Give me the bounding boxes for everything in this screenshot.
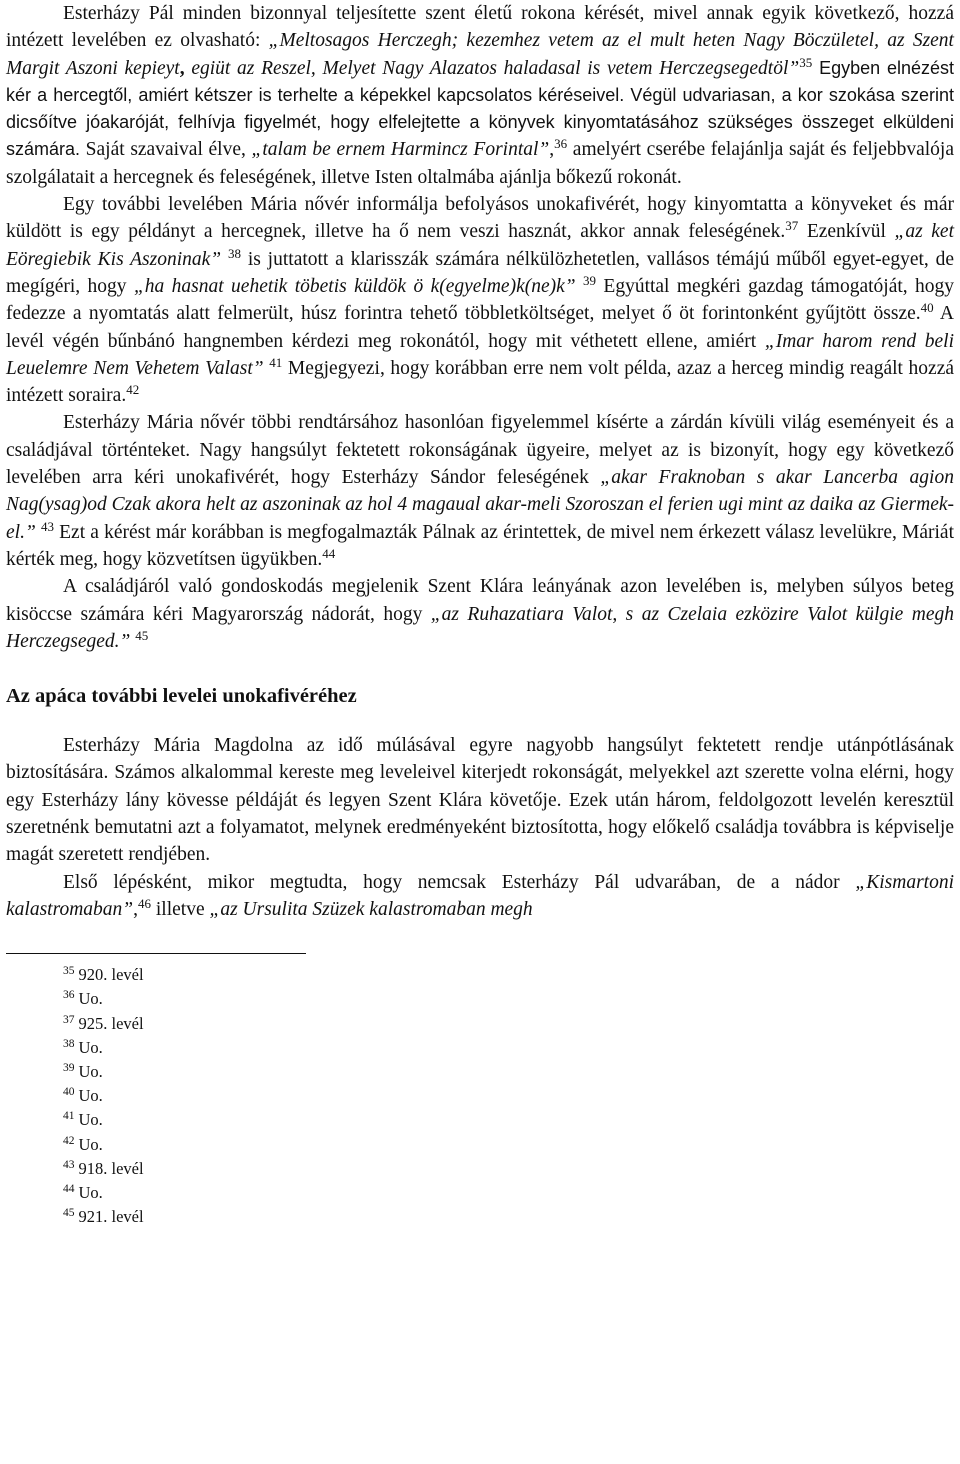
bold-text: , [179, 57, 192, 79]
quoted-text: „az ket Eöregiebik Kis Aszoninak” [6, 221, 954, 270]
footnote-number: 43 [63, 1158, 75, 1171]
footnote [6, 1036, 954, 1060]
body-section-1 [6, 0, 954, 655]
footnote-text: 925. levél [78, 1013, 144, 1033]
footnote-number: 41 [63, 1110, 75, 1123]
footnote-number: 44 [63, 1183, 75, 1196]
footnote-ref: 43 [40, 518, 54, 534]
footnote-ref: 41 [269, 354, 283, 370]
footnote-number: 42 [63, 1134, 75, 1147]
footnote-number: 37 [63, 1013, 75, 1026]
footnote-text: Uo. [78, 989, 103, 1009]
section-heading: Az apáca további levelei unokafivéréhez [6, 685, 357, 708]
footnote-number: 40 [63, 1086, 75, 1099]
text-run: , [549, 139, 555, 161]
footnote-ref: 36 [554, 136, 568, 152]
text-run: Esterházy Mária nővér többi rendtársához hasonlóan figyelemmel kísérte a zárdán kívüli világ eseményeit és a családjával történteket. Nagy hangsúlyt fektetett rokonságának ügyeire, melyet az is bizonyít, hogy egy következő levelében arra kéri unokafivérét, hogy Esterházy Sándor feleségének [6, 412, 954, 489]
quoted-text: „talam be ernem Harmincz Forintal” [251, 139, 550, 161]
quoted-text: „Kismartoni kalastromaban” [6, 871, 954, 920]
text-run: Esterházy Pál minden bizonnyal teljesítette szent életű rokona kérését, mivel annak egyik következő, hozzá intézett levelében ez olvasható: [6, 3, 954, 52]
footnote-ref: 38 [228, 245, 242, 261]
footnote [6, 1157, 954, 1181]
text-run [576, 276, 583, 297]
body-section-2 [6, 732, 954, 923]
footnote-ref: 39 [583, 272, 597, 288]
footnote-text: 921. levél [78, 1207, 144, 1227]
footnote-number: 45 [63, 1207, 75, 1220]
quoted-text: „Imar harom rend beli Leuelemre Nem Vehetem Valast” [6, 330, 954, 379]
footnote [6, 1205, 954, 1229]
text-run: amelyért cserébe felajánlja saját és feljebbvalója szolgálatait a hercegnek és feleségének, illetve Isten oltalmába ajánlja bőkezű rokonát. [6, 139, 955, 188]
text-run: Megjegyezi, hogy korábban erre nem volt példa, azaz a herceg mindig reagált hozzá intézett soraira. [6, 357, 955, 407]
quoted-text: „az Ruhazatiara Valot, s az Czelaia ezközire Valot külgie megh Herczegseged.” [6, 603, 954, 652]
footnote-ref: 40 [920, 300, 934, 316]
footnote [6, 1181, 954, 1205]
quoted-text: egiüt az Reszel, Melyet Nagy Alazatos haladasal is vetem Herczegsegedtöl” [191, 57, 800, 79]
footnote-separator [6, 953, 306, 954]
text-run: Egyben elnézést kér a hercegtől, amiért kétszer is terhelte a képekkel kapcsolatos kéréseivel. Végül udvariasan, a kor szokása szerint dicsőítve jóakaróját, felhívja figyelmét, hogy elfelejtette a könyvek kinyomtatásához szükséges összeget elküldeni számára. [6, 57, 955, 160]
footnote-text: Uo. [78, 1110, 103, 1130]
text-run [221, 249, 228, 270]
footnote-number: 38 [63, 1037, 75, 1050]
quoted-text: „ha hasnat uehetik töbetis küldök ö k(egyelme)k(ne)k” [133, 275, 576, 297]
footnote-text: 920. levél [78, 965, 144, 985]
text-run: , [133, 898, 138, 920]
footnote [6, 987, 954, 1011]
footnote-text: Uo. [78, 1183, 103, 1203]
footnote-ref: 35 [799, 54, 813, 70]
text-run: A levél végén bűnbánó hangnemben kérdezi meg rokonától, hogy mit véthetett ellene, amiért [6, 303, 955, 352]
text-run: Ezenkívül [798, 221, 895, 243]
paragraph [6, 409, 954, 573]
quoted-text: „az Ursulita Szüzek kalastromaban megh [209, 898, 533, 920]
text-run: Ezt a kérést már korábban is megfogalmazták Pálnak az érintettek, de mivel nem érkezett válasz levelükre, Máriát kérték meg, hogy közvetítsen ügyükben. [6, 521, 954, 570]
quoted-text: „Meltosagos Herczegh; kezemhez vetem az el mult heten Nagy Böczületel, az Szent Margit Aszoni kepieyt [6, 30, 954, 79]
footnotes [6, 963, 954, 1229]
footnote [6, 963, 954, 987]
text-run: is juttatott a klarisszák számára nélkülözhetetlen, vallásos témájú műből egyet-egyet, de megígéri, hogy [6, 248, 955, 297]
footnote-ref: 45 [135, 627, 149, 643]
footnote-text: Uo. [78, 1086, 103, 1106]
footnote [6, 1108, 954, 1132]
paragraph [6, 869, 954, 924]
text-run: Egyúttal megkéri gazdag támogatóját, hogy fedezze a nyomtatás alatt felmerült, húsz forintra tehető többletköltséget, melyet ő öt forintonként gyűjtött össze. [6, 275, 955, 325]
text-run: Esterházy Mária Magdolna az idő múlásával egyre nagyobb hangsúlyt fektetett rendje utánpótlásának biztosítására. Számos alkalommal kereste meg leveleivel kiterjedt rokonságát, melyekkel azt szerette volna elérni, hogy egy Esterházy lány kövesse példáját és legyen Szent Klára követője. Ezek után három, feldolgozott levelén keresztül szeretnénk bemutatni azt a folyamatot, melynek eredményeként biztosította, hogy előkelő családja továbbra is képviselje magát szeretett rendjében. [6, 735, 954, 866]
footnote-number: 36 [63, 989, 75, 1002]
footnote-text: Uo. [78, 1037, 103, 1057]
footnote-number: 39 [63, 1062, 75, 1075]
footnote [6, 1060, 954, 1084]
text-run: Saját szavaival élve, [80, 139, 252, 161]
footnote-ref: 46 [138, 895, 151, 911]
footnote-text: Uo. [78, 1062, 103, 1082]
footnote [6, 1133, 954, 1157]
quoted-text: „akar Fraknoban s akar Lancerba agion Nag(ysag)od Czak akora helt az aszoninak az hol 4 magaual akar-meli Szoroszan el ferien ugi mint az daika az Giermek-el.” [6, 467, 954, 543]
footnote-ref: 44 [322, 545, 336, 561]
paragraph [6, 191, 954, 409]
paragraph [6, 573, 954, 655]
text-run: A családjáról való gondoskodás megjelenik Szent Klára leányának azon levelében is, melyben súlyos beteg kisöccse számára kéri Magyarország nádorát, hogy [6, 576, 954, 625]
text-run: Első lépésként, mikor megtudta, hogy nemcsak Esterházy Pál udvarában, de a nádor [63, 871, 856, 893]
text-run: Egy további levelében Mária nővér informálja befolyásos unokafivérét, hogy kinyomtatta a könyveket és már küldött is egy példányt a hercegnek, illetve ha ő nem veszi hasznát, akkor annak feleségének. [6, 194, 954, 243]
footnote-ref: 37 [785, 218, 799, 234]
footnote-text: 918. levél [78, 1158, 144, 1178]
footnote-number: 35 [63, 965, 75, 978]
paragraph [6, 0, 954, 191]
footnote-text: Uo. [78, 1134, 103, 1154]
text-run: illetve [151, 898, 210, 920]
footnote [6, 1012, 954, 1036]
paragraph [6, 732, 954, 868]
footnote [6, 1084, 954, 1108]
footnote-ref: 42 [126, 382, 140, 398]
